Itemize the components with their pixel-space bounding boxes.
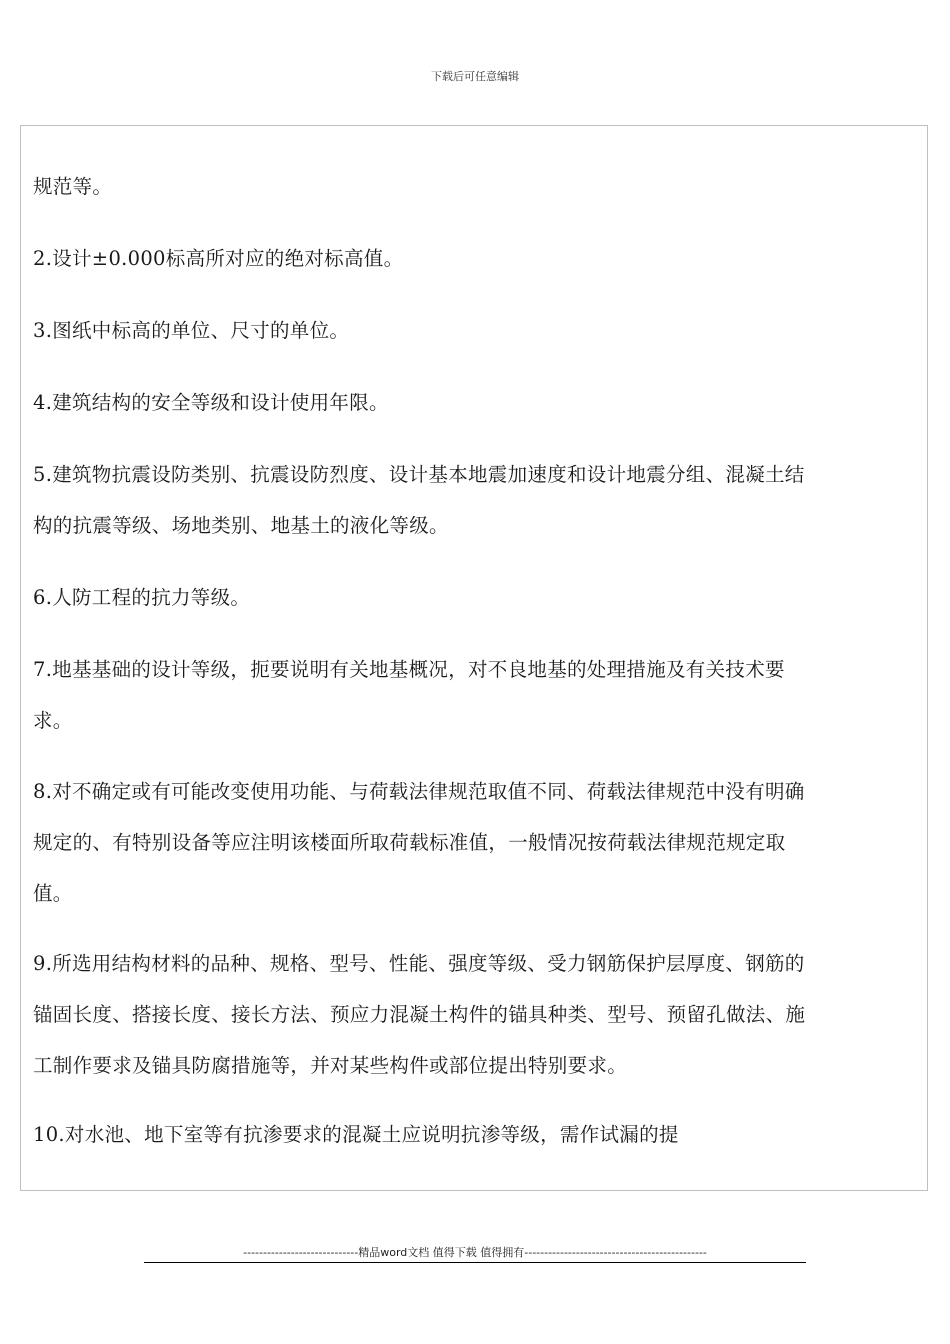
paragraph-item-9 <box>33 938 913 1091</box>
text-line: 规范等。 <box>33 175 113 198</box>
content-box <box>20 125 928 1191</box>
paragraph-item-4 <box>33 377 913 428</box>
footer-text: -----------------------------精品word文档 值得下载 值得拥有---------------------------------------------- <box>243 1246 707 1259</box>
footer-divider <box>144 1262 806 1263</box>
header-note: 下载后可任意编辑 <box>431 70 519 83</box>
paragraph-item-10 <box>33 1109 913 1160</box>
text-line: 5.建筑物抗震设防类别、抗震设防烈度、设计基本地震加速度和设计地震分组、混凝土结 <box>33 463 805 486</box>
paragraph-1-continuation <box>33 161 913 212</box>
text-line: 求。 <box>33 709 73 732</box>
paragraph-item-5 <box>33 449 913 551</box>
text-line: 值。 <box>33 882 73 905</box>
paragraph-item-6 <box>33 572 913 623</box>
text-line: 10.对水池、地下室等有抗渗要求的混凝土应说明抗渗等级，需作试漏的提 <box>33 1123 679 1146</box>
paragraph-item-7 <box>33 644 913 746</box>
text-line: 规定的、有特别设备等应注明该楼面所取荷载标准值，一般情况按荷载法律规范规定取 <box>33 831 786 854</box>
text-line: 8.对不确定或有可能改变使用功能、与荷载法律规范取值不同、荷载法律规范中没有明确 <box>33 780 805 803</box>
text-line: 构的抗震等级、场地类别、地基土的液化等级。 <box>33 514 449 537</box>
text-line: 6.人防工程的抗力等级。 <box>33 586 251 609</box>
text-line: 7.地基基础的设计等级，扼要说明有关地基概况，对不良地基的处理措施及有关技术要 <box>33 658 785 681</box>
paragraph-item-3 <box>33 305 913 356</box>
text-line: 工制作要求及锚具防腐措施等，并对某些构件或部位提出特别要求。 <box>33 1054 628 1077</box>
text-line: 9.所选用结构材料的品种、规格、型号、性能、强度等级、受力钢筋保护层厚度、钢筋的 <box>33 952 805 975</box>
text-line: 锚固长度、搭接长度、接长方法、预应力混凝土构件的锚具种类、型号、预留孔做法、施 <box>33 1003 806 1026</box>
text-line: 4.建筑结构的安全等级和设计使用年限。 <box>33 391 389 414</box>
paragraph-item-2 <box>33 233 913 284</box>
text-line: 3.图纸中标高的单位、尺寸的单位。 <box>33 319 350 342</box>
paragraph-item-8 <box>33 766 913 919</box>
text-line: 2.设计±0.000标高所对应的绝对标高值。 <box>33 247 404 270</box>
